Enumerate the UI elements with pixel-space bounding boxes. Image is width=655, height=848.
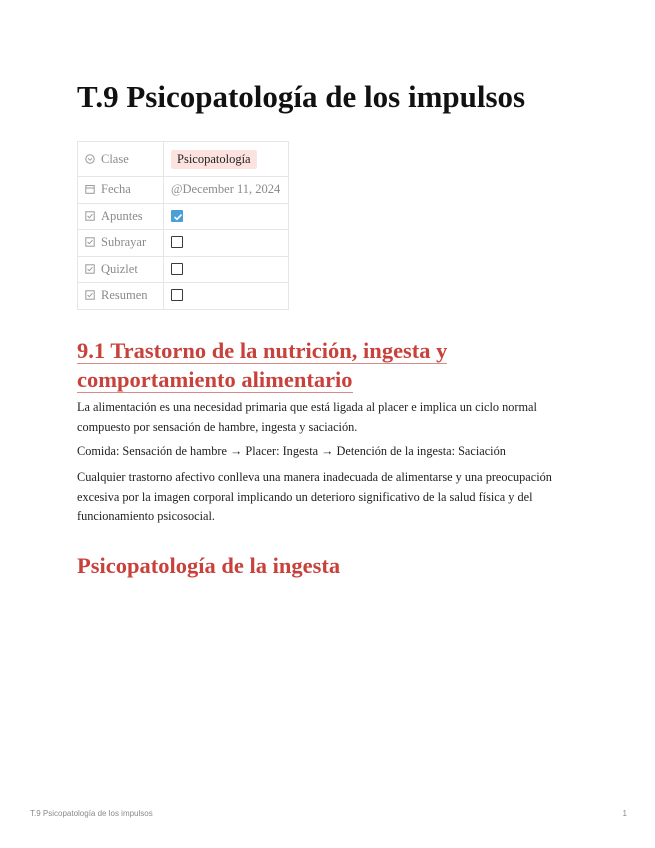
page-number: 1 bbox=[622, 809, 627, 818]
checkbox-property-icon bbox=[85, 211, 95, 221]
checkbox-property-icon bbox=[85, 237, 95, 247]
property-row-resumen bbox=[78, 283, 289, 310]
page-title: T.9 Psicopatología de los impulsos bbox=[77, 79, 526, 114]
apuntes-checkbox[interactable] bbox=[171, 210, 183, 222]
checkbox-property-icon bbox=[85, 264, 95, 274]
date-value[interactable]: @December 11, 2024 bbox=[171, 182, 281, 197]
class-tag[interactable]: Psicopatología bbox=[171, 150, 257, 169]
section-heading bbox=[77, 336, 447, 394]
subsection-heading: Psicopatología de la ingesta bbox=[77, 553, 341, 578]
subrayar-checkbox[interactable] bbox=[171, 236, 183, 248]
property-row-quizlet bbox=[78, 256, 289, 283]
property-key: Apuntes bbox=[101, 208, 143, 223]
property-key: Resumen bbox=[101, 288, 148, 303]
property-row-fecha bbox=[78, 177, 289, 204]
paragraph-intro: La alimentación es una necesidad primaria que está ligada al placer e implica un ciclo normal compuesto por sensación de hambre, ingesta y saciación. bbox=[77, 400, 537, 434]
property-key: Quizlet bbox=[101, 261, 138, 276]
footer-title: T.9 Psicopatología de los impulsos bbox=[30, 809, 153, 818]
paragraph-cycle: Comida: Sensación de hambre → Placer: Ingesta → Detención de la ingesta: Saciación bbox=[77, 444, 506, 458]
property-key: Subrayar bbox=[101, 235, 147, 250]
property-row-clase bbox=[78, 142, 289, 177]
section-heading-line-1: 9.1 Trastorno de la nutrición, ingesta y bbox=[77, 338, 448, 363]
property-row-subrayar bbox=[78, 230, 289, 257]
section-heading-line-2: comportamiento alimentario bbox=[77, 367, 353, 392]
checkbox-property-icon bbox=[85, 290, 95, 300]
property-key: Clase bbox=[101, 151, 129, 166]
quizlet-checkbox[interactable] bbox=[171, 263, 183, 275]
calendar-icon bbox=[85, 184, 95, 194]
properties-table bbox=[77, 141, 289, 310]
property-key: Fecha bbox=[101, 182, 131, 197]
resumen-checkbox[interactable] bbox=[171, 289, 183, 301]
paragraph-disorder: Cualquier trastorno afectivo conlleva una manera inadecuada de alimentarse y una preocupación excesiva por la imagen corporal implicando un deterioro significativo de la salud física y del funcionamiento psicosocial. bbox=[77, 470, 552, 523]
select-icon bbox=[85, 154, 95, 164]
property-row-apuntes bbox=[78, 203, 289, 230]
